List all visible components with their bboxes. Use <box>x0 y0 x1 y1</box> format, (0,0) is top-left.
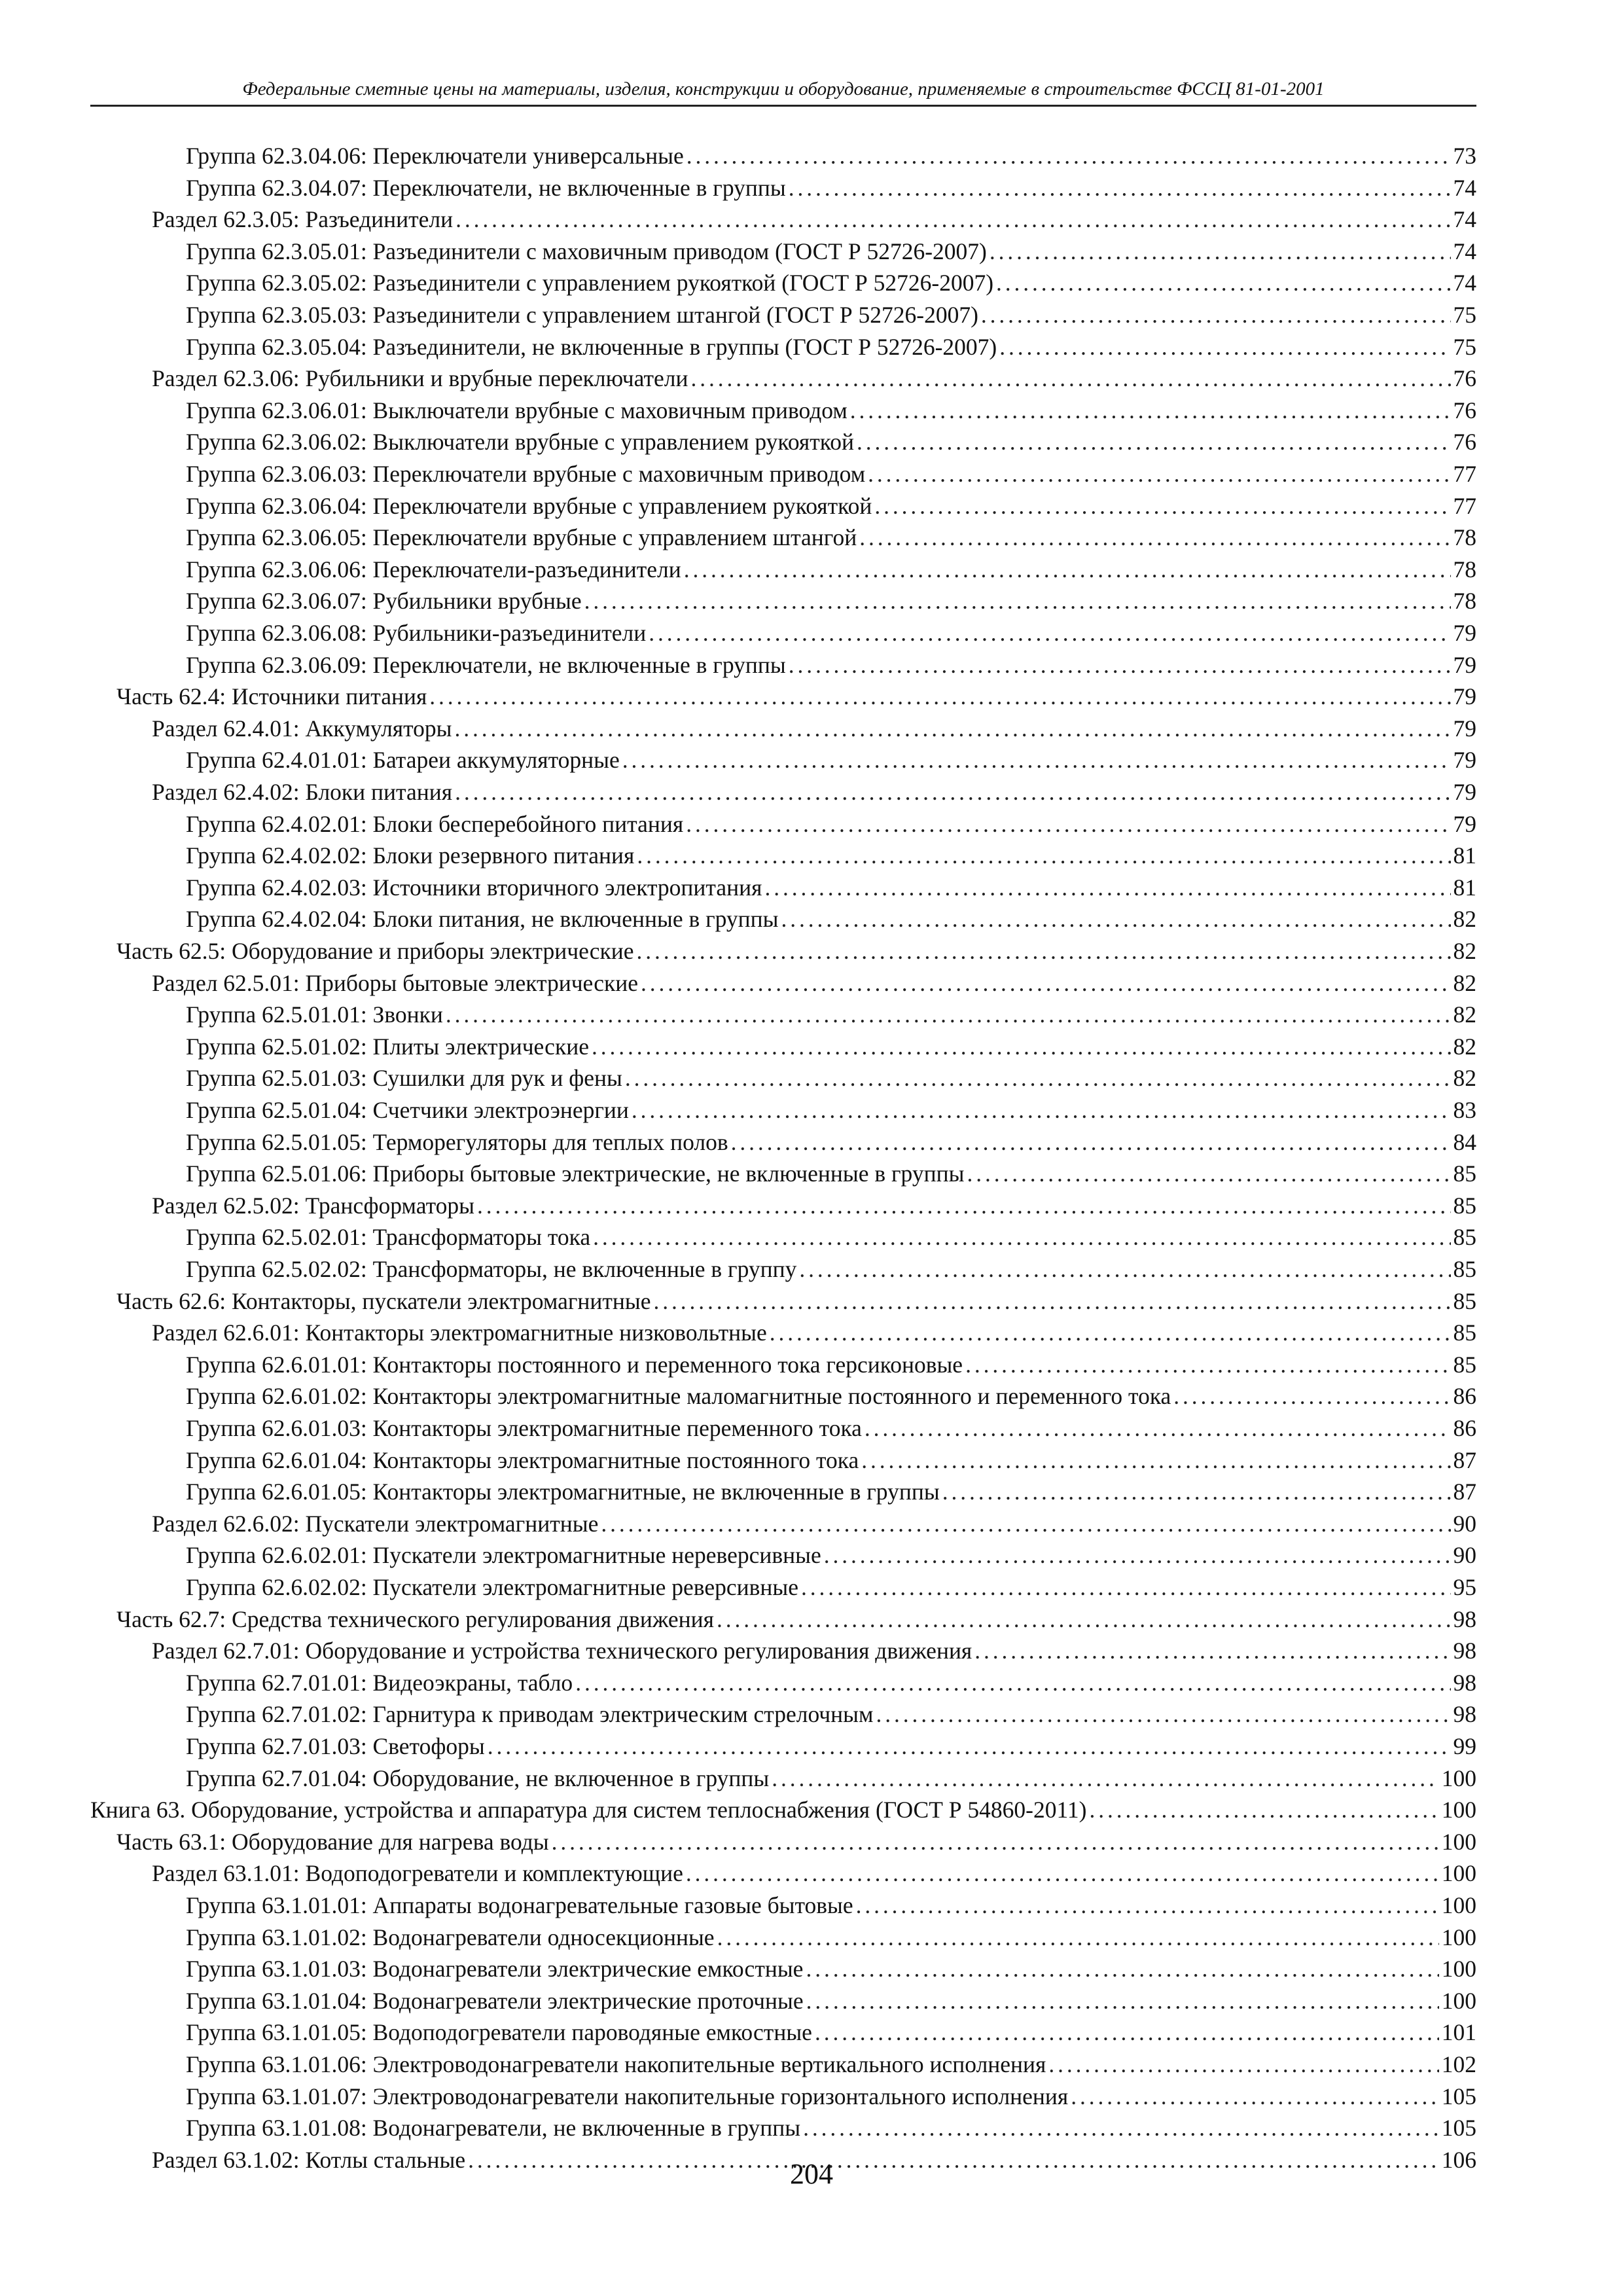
toc-leader-dots <box>868 458 1450 490</box>
toc-leader-dots <box>857 426 1451 457</box>
toc-entry-title: Группа 62.4.02.04: Блоки питания, не включенные в группы <box>186 906 779 933</box>
toc-entry <box>186 331 1476 363</box>
toc-entry <box>152 1635 1476 1666</box>
toc-entry <box>186 903 1476 935</box>
toc-entry-page: 79 <box>1453 715 1476 742</box>
toc-entry-title: Группа 62.5.02.01: Трансформаторы тока <box>186 1224 591 1251</box>
toc-entry-page: 76 <box>1453 429 1476 456</box>
toc-leader-dots <box>601 1508 1450 1539</box>
toc-entry-title: Группа 62.3.05.03: Разъединители с управлением штангой (ГОСТ Р 52726-2007) <box>186 302 978 328</box>
toc-entry-title: Раздел 63.1.01: Водоподогреватели и комплектующие <box>152 1860 683 1887</box>
toc-entry-page: 98 <box>1453 1669 1476 1696</box>
toc-leader-dots <box>965 1349 1450 1380</box>
toc-leader-dots <box>717 1922 1439 1953</box>
toc-leader-dots <box>806 1953 1438 1984</box>
toc-leader-dots <box>770 1317 1451 1348</box>
toc-leader-dots <box>789 172 1451 204</box>
toc-leader-dots <box>552 1826 1439 1857</box>
toc-entry <box>186 395 1476 426</box>
toc-leader-dots <box>687 140 1451 171</box>
toc-entry <box>186 1571 1476 1603</box>
toc-leader-dots <box>803 2112 1439 2144</box>
toc-entry-page: 86 <box>1453 1415 1476 1441</box>
toc-entry-page: 77 <box>1453 492 1476 519</box>
toc-entry-page: 100 <box>1441 1828 1476 1855</box>
toc-entry-title: Группа 62.6.01.02: Контакторы электромагнитные маломагнитные постоянного и переменного тока <box>186 1383 1171 1410</box>
toc-entry-page: 99 <box>1453 1733 1476 1759</box>
toc-entry <box>186 585 1476 617</box>
toc-leader-dots <box>684 554 1451 585</box>
toc-entry-title: Часть 63.1: Оборудование для нагрева воды <box>116 1828 549 1855</box>
toc-entry <box>186 299 1476 331</box>
toc-entry-page: 100 <box>1441 1860 1476 1887</box>
toc-entry-page: 79 <box>1453 651 1476 678</box>
toc-entry-title: Группа 62.7.01.01: Видеоэкраны, табло <box>186 1669 573 1696</box>
toc-entry-page: 85 <box>1453 1319 1476 1346</box>
toc-leader-dots <box>592 1031 1451 1062</box>
toc-leader-dots <box>806 1985 1439 2017</box>
toc-entry <box>116 1604 1476 1635</box>
toc-entry-page: 77 <box>1453 461 1476 487</box>
toc-entry-title: Группа 62.5.01.03: Сушилки для рук и фены <box>186 1065 622 1092</box>
toc-entry <box>186 1922 1476 1953</box>
toc-leader-dots <box>781 903 1451 935</box>
toc-entry-title: Часть 62.5: Оборудование и приборы электрические <box>116 938 634 964</box>
toc-entry-page: 78 <box>1453 524 1476 551</box>
toc-entry-page: 100 <box>1441 1797 1476 1823</box>
toc-entry-title: Раздел 63.1.02: Котлы стальные <box>152 2146 466 2173</box>
toc-entry-title: Группа 63.1.01.07: Электроводонагреватели накопительные горизонтального исполнения <box>186 2083 1069 2109</box>
toc-entry-title: Группа 62.6.02.01: Пускатели электромагнитные нереверсивные <box>186 1542 821 1569</box>
toc-leader-dots <box>455 776 1450 808</box>
toc-entry-title: Книга 63. Оборудование, устройства и аппаратура для систем теплоснабжения (ГОСТ Р 54860-2011) <box>90 1797 1087 1823</box>
toc-entry-page: 74 <box>1453 206 1476 233</box>
toc-entry-title: Раздел 62.4.02: Блоки питания <box>152 779 453 805</box>
toc-entry <box>186 1698 1476 1730</box>
toc-entry-page: 81 <box>1453 842 1476 869</box>
toc-entry-page: 87 <box>1453 1479 1476 1505</box>
toc-entry-page: 79 <box>1453 779 1476 805</box>
toc-entry <box>186 999 1476 1030</box>
toc-entry <box>186 1953 1476 1984</box>
toc-entry-title: Группа 62.5.01.02: Плиты электрические <box>186 1033 589 1060</box>
toc-entry-page: 98 <box>1453 1638 1476 1664</box>
toc-leader-dots <box>575 1667 1450 1698</box>
toc-leader-dots <box>815 2017 1439 2048</box>
toc-entry <box>186 1031 1476 1062</box>
toc-entry-page: 100 <box>1441 1956 1476 1982</box>
toc-entry <box>152 1190 1476 1221</box>
toc-leader-dots <box>649 617 1450 649</box>
toc-entry <box>152 776 1476 808</box>
toc-entry-page: 85 <box>1453 1351 1476 1378</box>
toc-entry-title: Группа 63.1.01.06: Электроводонагреватели накопительные вертикального исполнения <box>186 2051 1046 2077</box>
toc-leader-dots <box>999 331 1450 363</box>
toc-leader-dots <box>996 267 1450 298</box>
toc-entry-page: 74 <box>1453 238 1476 264</box>
toc-leader-dots <box>850 395 1451 426</box>
toc-entry-title: Часть 62.6: Контакторы, пускатели электромагнитные <box>116 1287 651 1314</box>
toc-entry-title: Группа 63.1.01.02: Водонагреватели односекционные <box>186 1924 715 1950</box>
toc-leader-dots <box>477 1190 1451 1221</box>
toc-entry-title: Группа 62.6.01.04: Контакторы электромагнитные постоянного тока <box>186 1446 859 1473</box>
toc-entry <box>186 1158 1476 1189</box>
toc-leader-dots <box>865 1412 1451 1444</box>
toc-entry-page: 87 <box>1453 1446 1476 1473</box>
toc-entry-title: Группа 62.5.01.05: Терморегуляторы для теплых полов <box>186 1128 728 1155</box>
toc-entry-title: Группа 62.3.04.07: Переключатели, не включенные в группы <box>186 174 786 201</box>
toc-entry <box>186 2112 1476 2144</box>
toc-entry-title: Группа 62.3.05.01: Разъединители с маховичным приводом (ГОСТ Р 52726-2007) <box>186 238 987 264</box>
toc-entry <box>116 681 1476 712</box>
toc-entry-title: Группа 63.1.01.03: Водонагреватели электрические емкостные <box>186 1956 804 1982</box>
toc-entry-page: 75 <box>1453 302 1476 328</box>
toc-leader-dots <box>789 649 1451 681</box>
toc-entry-title: Группа 62.3.06.07: Рубильники врубные <box>186 588 582 615</box>
toc-entry-page: 90 <box>1453 1542 1476 1569</box>
toc-entry <box>186 236 1476 267</box>
toc-entry <box>186 1731 1476 1762</box>
toc-leader-dots <box>455 713 1451 744</box>
toc-entry-title: Группа 62.4.01.01: Батареи аккумуляторные <box>186 747 620 774</box>
toc-entry-title: Группа 62.4.02.02: Блоки резервного питания <box>186 842 635 869</box>
toc-leader-dots <box>799 1253 1450 1285</box>
toc-entry-title: Раздел 62.6.01: Контакторы электромагнитные низковольтные <box>152 1319 767 1346</box>
toc-entry-page: 75 <box>1453 333 1476 360</box>
toc-entry <box>186 872 1476 903</box>
toc-entry-page: 100 <box>1441 1765 1476 1791</box>
toc-leader-dots <box>584 585 1451 617</box>
toc-entry-page: 79 <box>1453 683 1476 710</box>
toc-entry-title: Группа 62.3.06.02: Выключатели врубные с управлением рукояткой <box>186 429 854 456</box>
toc-entry <box>186 1667 1476 1698</box>
toc-entry-page: 82 <box>1453 1001 1476 1028</box>
toc-entry-page: 84 <box>1453 1128 1476 1155</box>
toc-leader-dots <box>861 1444 1450 1476</box>
toc-entry-title: Раздел 62.5.01: Приборы бытовые электрические <box>152 969 638 996</box>
toc-entry-page: 81 <box>1453 874 1476 901</box>
toc-leader-dots <box>1071 2081 1439 2112</box>
toc-entry-page: 78 <box>1453 588 1476 615</box>
toc-entry-title: Группа 62.7.01.04: Оборудование, не включенное в группы <box>186 1765 770 1791</box>
toc-leader-dots <box>1048 2049 1438 2080</box>
toc-entry <box>186 2017 1476 2048</box>
toc-leader-dots <box>632 1094 1451 1126</box>
toc-entry <box>186 426 1476 457</box>
toc-entry <box>186 1763 1476 1794</box>
toc-entry-title: Раздел 62.3.06: Рубильники и врубные переключатели <box>152 365 688 392</box>
toc-entry-page: 85 <box>1453 1287 1476 1314</box>
toc-entry <box>152 1857 1476 1889</box>
toc-entry-page: 74 <box>1453 174 1476 201</box>
toc-entry-title: Группа 62.5.01.01: Звонки <box>186 1001 443 1028</box>
toc-entry <box>116 1826 1476 1857</box>
toc-entry <box>186 1253 1476 1285</box>
toc-entry <box>186 1444 1476 1476</box>
toc-leader-dots <box>876 1698 1450 1730</box>
toc-entry <box>186 1985 1476 2017</box>
toc-entry-page: 85 <box>1453 1224 1476 1251</box>
toc-entry-title: Раздел 62.6.02: Пускатели электромагнитные <box>152 1510 599 1537</box>
toc-entry-title: Группа 62.5.01.04: Счетчики электроэнергии <box>186 1097 629 1123</box>
toc-leader-dots <box>637 840 1450 871</box>
toc-entry-page: 82 <box>1453 1065 1476 1092</box>
toc-entry <box>116 935 1476 967</box>
running-header: Федеральные сметные цены на материалы, изделия, конструкции и оборудование, применяемые в строительстве ФССЦ 81-01-2001 <box>90 76 1476 107</box>
toc-entry <box>186 1094 1476 1126</box>
toc-entry-title: Группа 63.1.01.05: Водоподогреватели пароводяные емкостные <box>186 2019 812 2046</box>
toc-entry <box>186 522 1476 553</box>
page-number: 204 <box>790 2158 833 2190</box>
toc-leader-dots <box>856 1890 1439 1921</box>
toc-entry-title: Группа 62.5.01.06: Приборы бытовые электрические, не включенные в группы <box>186 1160 965 1187</box>
toc-entry <box>90 1794 1476 1825</box>
toc-entry-title: Группа 62.3.06.04: Переключатели врубные с управлением рукояткой <box>186 492 872 519</box>
toc-entry-page: 85 <box>1453 1160 1476 1187</box>
toc-entry-page: 105 <box>1441 2083 1476 2109</box>
toc-leader-dots <box>824 1539 1451 1571</box>
toc-entry-page: 79 <box>1453 747 1476 774</box>
toc-leader-dots <box>801 1571 1451 1603</box>
toc-entry <box>186 140 1476 171</box>
toc-entry <box>186 1349 1476 1380</box>
toc-leader-dots <box>974 1635 1450 1666</box>
toc-leader-dots <box>1089 1794 1438 1825</box>
toc-entry <box>186 1062 1476 1094</box>
toc-entry <box>152 204 1476 235</box>
toc-entry-page: 100 <box>1441 1987 1476 2014</box>
toc-entry <box>186 1890 1476 1921</box>
toc-leader-dots <box>636 935 1450 967</box>
toc-entry-title: Группа 62.3.06.06: Переключатели-разъединители <box>186 556 681 583</box>
toc-entry <box>152 967 1476 999</box>
toc-entry <box>186 490 1476 522</box>
toc-entry-page: 79 <box>1453 620 1476 646</box>
toc-entry <box>152 1317 1476 1348</box>
toc-leader-dots <box>641 967 1451 999</box>
toc-entry-title: Группа 63.1.01.08: Водонагреватели, не включенные в группы <box>186 2115 801 2142</box>
toc-entry <box>186 172 1476 204</box>
toc-leader-dots <box>429 681 1450 712</box>
toc-entry-title: Группа 62.6.01.03: Контакторы электромагнитные переменного тока <box>186 1415 862 1441</box>
toc-entry-title: Группа 62.7.01.02: Гарнитура к приводам электрическим стрелочным <box>186 1701 874 1728</box>
toc-entry-title: Группа 62.3.05.02: Разъединители с управлением рукояткой (ГОСТ Р 52726-2007) <box>186 270 994 296</box>
toc-leader-dots <box>717 1604 1451 1635</box>
toc-leader-dots <box>859 522 1450 553</box>
toc-entry-page: 90 <box>1453 1510 1476 1537</box>
toc-entry-page: 78 <box>1453 556 1476 583</box>
toc-entry-page: 101 <box>1441 2019 1476 2046</box>
toc-entry-page: 95 <box>1453 1574 1476 1600</box>
toc-entry-title: Группа 62.3.06.01: Выключатели врубные с маховичным приводом <box>186 397 847 423</box>
toc-entry-title: Группа 63.1.01.04: Водонагреватели электрические проточные <box>186 1987 804 2014</box>
toc-leader-dots <box>625 1062 1451 1094</box>
toc-leader-dots <box>446 999 1451 1030</box>
toc-entry <box>152 713 1476 744</box>
toc-entry-title: Группа 63.1.01.01: Аппараты водонагревательные газовые бытовые <box>186 1892 853 1918</box>
toc-entry-page: 82 <box>1453 1033 1476 1060</box>
toc-entry <box>186 554 1476 585</box>
toc-entry-title: Группа 62.3.06.03: Переключатели врубные с маховичным приводом <box>186 461 866 487</box>
toc-entry-page: 100 <box>1441 1892 1476 1918</box>
toc-entry <box>186 744 1476 776</box>
toc-entry-title: Часть 62.7: Средства технического регулирования движения <box>116 1605 714 1632</box>
toc-entry-title: Группа 62.5.02.02: Трансформаторы, не включенные в группу <box>186 1256 797 1282</box>
toc-entry-title: Часть 62.4: Источники питания <box>116 683 427 710</box>
toc-leader-dots <box>981 299 1451 331</box>
toc-entry <box>186 1476 1476 1507</box>
toc-entry-title: Группа 62.7.01.03: Светофоры <box>186 1733 485 1759</box>
toc-leader-dots <box>874 490 1450 522</box>
toc-entry-page: 74 <box>1453 270 1476 296</box>
toc-leader-dots <box>622 744 1451 776</box>
toc-entry <box>186 808 1476 840</box>
toc-entry <box>116 1285 1476 1317</box>
toc-entry-title: Группа 62.3.05.04: Разъединители, не включенные в группы (ГОСТ Р 52726-2007) <box>186 333 997 360</box>
toc-entry-page: 76 <box>1453 365 1476 392</box>
toc-entry-title: Раздел 62.5.02: Трансформаторы <box>152 1192 474 1219</box>
toc-leader-dots <box>731 1126 1451 1158</box>
toc-entry-page: 85 <box>1453 1192 1476 1219</box>
toc-entry-page: 86 <box>1453 1383 1476 1410</box>
toc-entry <box>186 2049 1476 2080</box>
toc-entry-page: 85 <box>1453 1256 1476 1282</box>
toc-entry-title: Раздел 62.4.01: Аккумуляторы <box>152 715 452 742</box>
toc-entry-page: 102 <box>1441 2051 1476 2077</box>
toc-entry-page: 83 <box>1453 1097 1476 1123</box>
toc-entry-page: 106 <box>1441 2146 1476 2173</box>
toc-entry <box>152 1508 1476 1539</box>
toc-entry-page: 82 <box>1453 969 1476 996</box>
toc-entry <box>186 458 1476 490</box>
toc-leader-dots <box>764 872 1450 903</box>
toc-leader-dots <box>942 1476 1451 1507</box>
toc-entry-page: 82 <box>1453 906 1476 933</box>
toc-entry-title: Группа 62.3.06.08: Рубильники-разъединители <box>186 620 647 646</box>
toc-leader-dots <box>967 1158 1450 1189</box>
toc-leader-dots <box>455 204 1450 235</box>
toc-leader-dots <box>593 1221 1450 1253</box>
toc-entry-page: 82 <box>1453 938 1476 964</box>
toc-entry <box>186 1412 1476 1444</box>
toc-entry-title: Группа 62.3.06.09: Переключатели, не включенные в группы <box>186 651 786 678</box>
toc-leader-dots <box>488 1731 1451 1762</box>
toc-entry-title: Группа 62.4.02.03: Источники вторичного электропитания <box>186 874 762 901</box>
toc-entry <box>152 363 1476 394</box>
toc-leader-dots <box>690 363 1450 394</box>
toc-entry <box>186 617 1476 649</box>
toc-entry-title: Группа 62.4.02.01: Блоки бесперебойного питания <box>186 810 684 837</box>
toc-leader-dots <box>772 1763 1439 1794</box>
toc-entry-title: Раздел 62.7.01: Оборудование и устройства технического регулирования движения <box>152 1638 972 1664</box>
toc-entry-title: Раздел 62.3.05: Разъединители <box>152 206 454 233</box>
toc-entry-page: 98 <box>1453 1701 1476 1728</box>
toc-entry <box>186 1126 1476 1158</box>
toc-entry <box>186 2081 1476 2112</box>
toc-entry-page: 79 <box>1453 810 1476 837</box>
toc-entry-page: 76 <box>1453 397 1476 423</box>
toc-entry <box>186 1221 1476 1253</box>
toc-leader-dots <box>686 808 1450 840</box>
toc-entry-page: 105 <box>1441 2115 1476 2142</box>
toc-entry-title: Группа 62.6.02.02: Пускатели электромагнитные реверсивные <box>186 1574 798 1600</box>
toc-entry-page: 73 <box>1453 143 1476 169</box>
toc-leader-dots <box>686 1857 1439 1889</box>
toc-entry <box>186 1380 1476 1412</box>
toc-leader-dots <box>654 1285 1451 1317</box>
toc-entry-title: Группа 62.6.01.01: Контакторы постоянного и переменного тока герсиконовые <box>186 1351 963 1378</box>
toc-leader-dots <box>990 236 1451 267</box>
toc-entry-page: 98 <box>1453 1605 1476 1632</box>
toc-entry-title: Группа 62.3.04.06: Переключатели универсальные <box>186 143 684 169</box>
toc-entry-page: 100 <box>1441 1924 1476 1950</box>
toc-leader-dots <box>1173 1380 1450 1412</box>
toc-entry-title: Группа 62.6.01.05: Контакторы электромагнитные, не включенные в группы <box>186 1479 940 1505</box>
toc-entry <box>186 267 1476 298</box>
toc-entry <box>186 840 1476 871</box>
toc-entry-title: Группа 62.3.06.05: Переключатели врубные с управлением штангой <box>186 524 857 551</box>
toc-entry <box>186 649 1476 681</box>
toc-entry <box>186 1539 1476 1571</box>
